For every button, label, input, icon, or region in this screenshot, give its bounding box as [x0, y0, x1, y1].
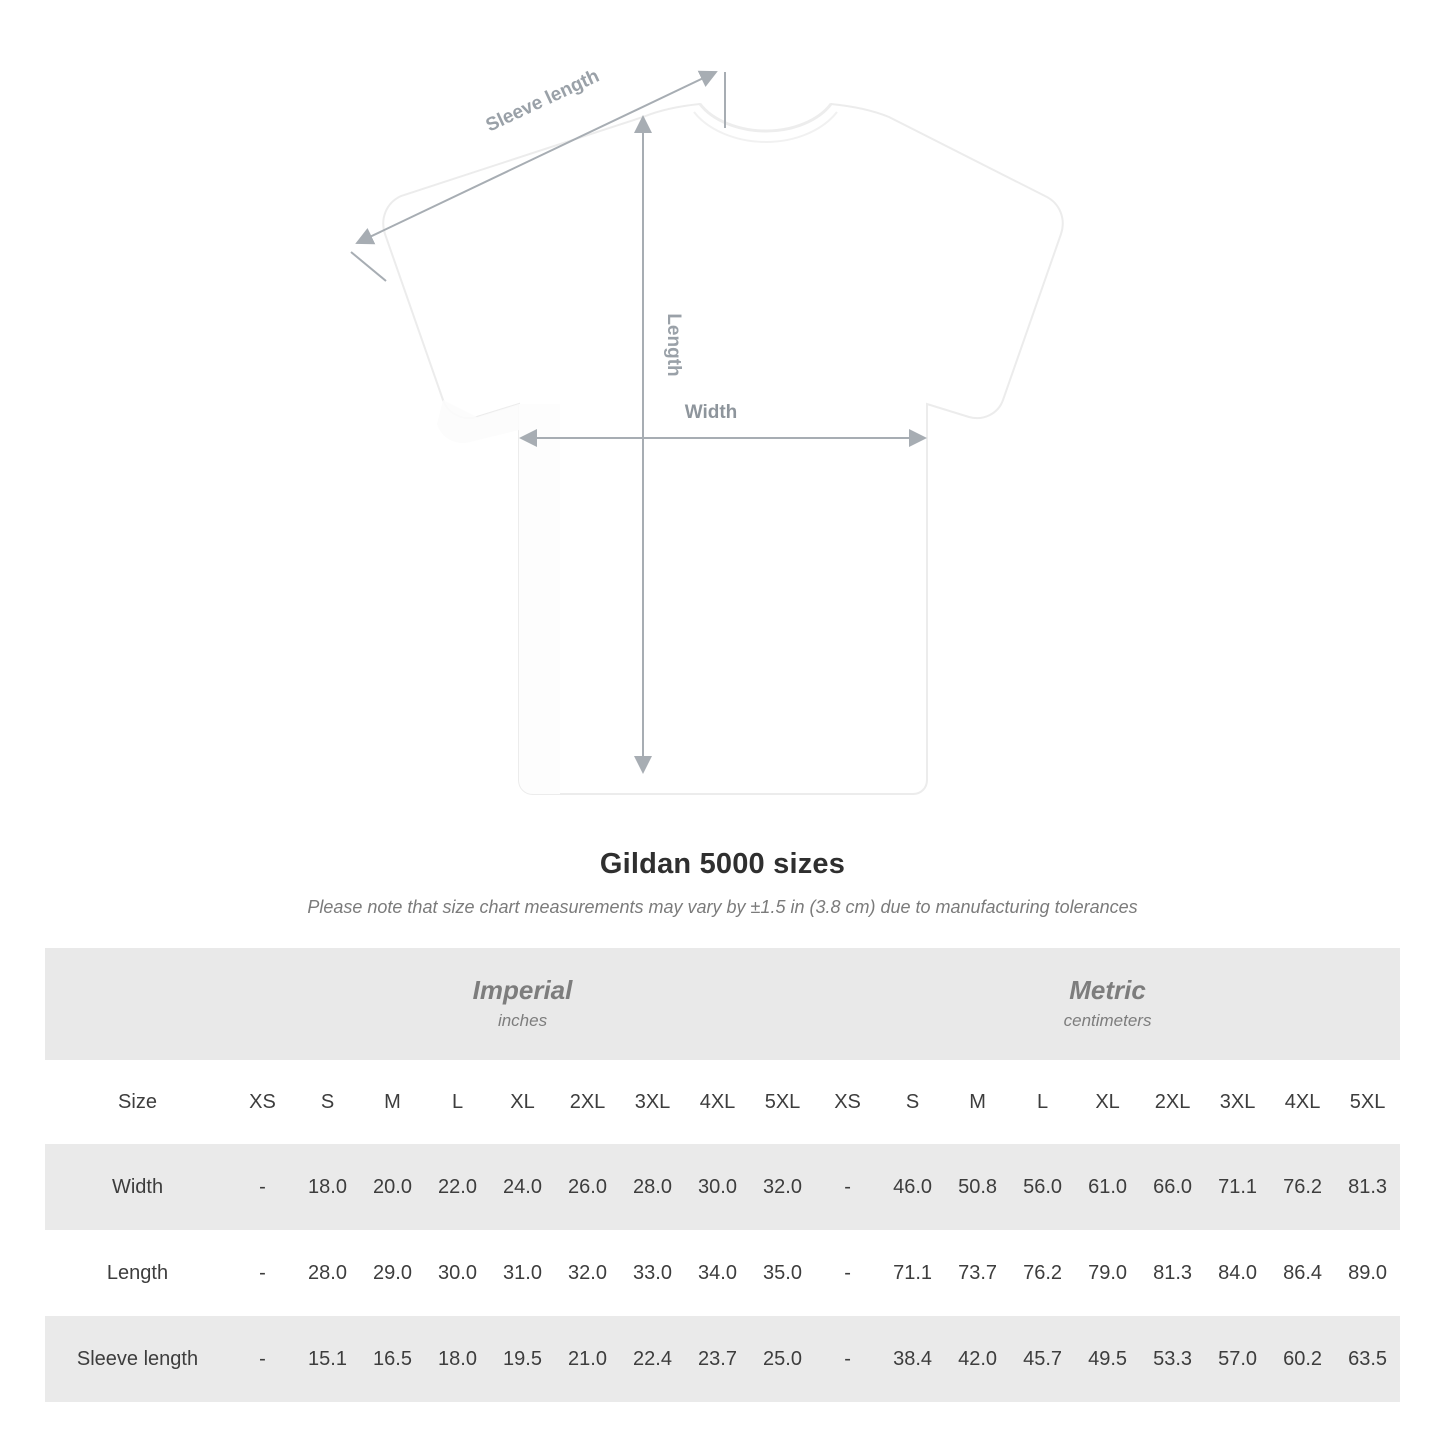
cell-width-imperial-4xl: 30.0	[685, 1144, 750, 1230]
cell-width-metric-2xl: 66.0	[1140, 1144, 1205, 1230]
cell-width-imperial-l: 22.0	[425, 1144, 490, 1230]
cell-width-metric-5xl: 81.3	[1335, 1144, 1400, 1230]
cell-width-imperial-2xl: 26.0	[555, 1144, 620, 1230]
unit-metric-sub: centimeters	[1063, 1010, 1152, 1030]
cell-length-imperial-xl: 31.0	[490, 1230, 555, 1316]
cell-width-metric-s: 46.0	[880, 1144, 945, 1230]
size-header-imperial-4xl: 4XL	[685, 1060, 750, 1144]
cell-width-metric-3xl: 71.1	[1205, 1144, 1270, 1230]
cell-width-metric-xl: 61.0	[1075, 1144, 1140, 1230]
row-label-width: Width	[45, 1144, 230, 1230]
size-header-metric-4xl: 4XL	[1270, 1060, 1335, 1144]
cell-sleeve-metric-4xl: 60.2	[1270, 1316, 1335, 1402]
size-header-imperial-2xl: 2XL	[555, 1060, 620, 1144]
cell-length-imperial-m: 29.0	[360, 1230, 425, 1316]
unit-header-row	[45, 948, 1400, 1060]
cell-width-metric-m: 50.8	[945, 1144, 1010, 1230]
width-label: Width	[684, 402, 738, 423]
cell-length-metric-5xl: 89.0	[1335, 1230, 1400, 1316]
table-row	[45, 1144, 1400, 1230]
size-header-imperial-3xl: 3XL	[620, 1060, 685, 1144]
cell-width-imperial-5xl: 32.0	[750, 1144, 815, 1230]
cell-sleeve-imperial-s: 15.1	[295, 1316, 360, 1402]
row-label-sleeve-length: Sleeve length	[45, 1316, 230, 1402]
size-table	[45, 948, 1400, 1402]
chart-header	[0, 830, 1445, 918]
cell-sleeve-metric-s: 38.4	[880, 1316, 945, 1402]
cell-width-metric-l: 56.0	[1010, 1144, 1075, 1230]
cell-sleeve-imperial-m: 16.5	[360, 1316, 425, 1402]
cell-width-imperial-xl: 24.0	[490, 1144, 555, 1230]
cell-width-metric-xs: -	[815, 1144, 880, 1230]
sleeve-length-label: Sleeve length	[482, 65, 603, 137]
unit-header-metric	[815, 948, 1400, 1060]
cell-sleeve-metric-l: 45.7	[1010, 1316, 1075, 1402]
cell-sleeve-imperial-xl: 19.5	[490, 1316, 555, 1402]
unit-imperial-name: Imperial	[472, 975, 573, 1006]
size-header-imperial-s: S	[295, 1060, 360, 1144]
row-label-length: Length	[45, 1230, 230, 1316]
size-header-row	[45, 1060, 1400, 1144]
size-header-metric-2xl: 2XL	[1140, 1060, 1205, 1144]
cell-width-imperial-3xl: 28.0	[620, 1144, 685, 1230]
cell-sleeve-imperial-3xl: 22.4	[620, 1316, 685, 1402]
cell-length-imperial-l: 30.0	[425, 1230, 490, 1316]
size-header-label: Size	[45, 1060, 230, 1144]
cell-length-metric-s: 71.1	[880, 1230, 945, 1316]
cell-sleeve-metric-3xl: 57.0	[1205, 1316, 1270, 1402]
cell-length-imperial-s: 28.0	[295, 1230, 360, 1316]
size-header-metric-xl: XL	[1075, 1060, 1140, 1144]
size-header-metric-m: M	[945, 1060, 1010, 1144]
tshirt-shape	[383, 104, 1062, 794]
cell-length-imperial-2xl: 32.0	[555, 1230, 620, 1316]
cell-sleeve-imperial-5xl: 25.0	[750, 1316, 815, 1402]
cell-width-metric-4xl: 76.2	[1270, 1144, 1335, 1230]
cell-sleeve-metric-m: 42.0	[945, 1316, 1010, 1402]
cell-length-metric-m: 73.7	[945, 1230, 1010, 1316]
cell-length-imperial-3xl: 33.0	[620, 1230, 685, 1316]
unit-header-imperial	[230, 948, 815, 1060]
cell-sleeve-imperial-xs: -	[230, 1316, 295, 1402]
table-row	[45, 1316, 1400, 1402]
size-header-imperial-xl: XL	[490, 1060, 555, 1144]
cell-sleeve-metric-5xl: 63.5	[1335, 1316, 1400, 1402]
tolerance-note: Please note that size chart measurements may vary by ±1.5 in (3.8 cm) due to manufacturing tolerances	[307, 897, 1138, 917]
cell-width-imperial-s: 18.0	[295, 1144, 360, 1230]
size-header-metric-l: L	[1010, 1060, 1075, 1144]
cell-width-imperial-m: 20.0	[360, 1144, 425, 1230]
size-header-imperial-5xl: 5XL	[750, 1060, 815, 1144]
cell-sleeve-metric-xs: -	[815, 1316, 880, 1402]
size-header-metric-xs: XS	[815, 1060, 880, 1144]
size-header-metric-5xl: 5XL	[1335, 1060, 1400, 1144]
cell-sleeve-imperial-2xl: 21.0	[555, 1316, 620, 1402]
size-header-imperial-m: M	[360, 1060, 425, 1144]
unit-header-spacer	[45, 948, 230, 1060]
cell-length-metric-4xl: 86.4	[1270, 1230, 1335, 1316]
size-header-metric-3xl: 3XL	[1205, 1060, 1270, 1144]
cell-length-metric-l: 76.2	[1010, 1230, 1075, 1316]
cell-length-metric-3xl: 84.0	[1205, 1230, 1270, 1316]
unit-imperial-sub: inches	[497, 1010, 548, 1030]
cell-sleeve-metric-2xl: 53.3	[1140, 1316, 1205, 1402]
table-row	[45, 1230, 1400, 1316]
size-header-imperial-xs: XS	[230, 1060, 295, 1144]
cell-sleeve-metric-xl: 49.5	[1075, 1316, 1140, 1402]
cell-length-metric-xl: 79.0	[1075, 1230, 1140, 1316]
page-title: Gildan 5000 sizes	[599, 848, 846, 880]
size-header-imperial-l: L	[425, 1060, 490, 1144]
cell-length-metric-xs: -	[815, 1230, 880, 1316]
cell-length-metric-2xl: 81.3	[1140, 1230, 1205, 1316]
cell-length-imperial-5xl: 35.0	[750, 1230, 815, 1316]
cell-sleeve-imperial-4xl: 23.7	[685, 1316, 750, 1402]
size-chart	[45, 948, 1400, 1402]
unit-metric-name: Metric	[1069, 975, 1146, 1006]
cell-width-imperial-xs: -	[230, 1144, 295, 1230]
length-label: Length	[663, 313, 684, 377]
cell-length-imperial-xs: -	[230, 1230, 295, 1316]
cell-length-imperial-4xl: 34.0	[685, 1230, 750, 1316]
cell-sleeve-imperial-l: 18.0	[425, 1316, 490, 1402]
size-header-metric-s: S	[880, 1060, 945, 1144]
